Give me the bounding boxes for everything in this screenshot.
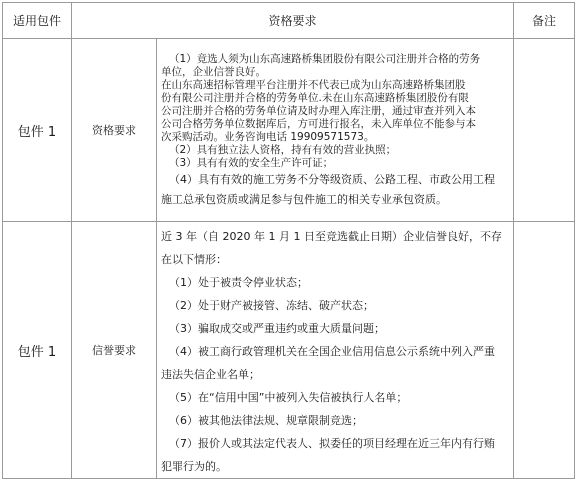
requirement-line: 施工总承包资质或满足参与包件施工的相关专业承包资质。 <box>161 192 447 206</box>
requirement-line: （6）被其他法律法规、规章限制竞选； <box>169 414 363 427</box>
requirement-line: （5）在“信用中国”中被列入失信被执行人名单； <box>169 391 408 404</box>
header-note: 备注 <box>514 3 575 39</box>
requirement-content-cell <box>157 39 514 222</box>
header-requirement: 资格要求 <box>72 3 514 39</box>
package-cell: 包件 1 <box>3 39 72 222</box>
table-row <box>3 39 575 222</box>
package-cell: 包件 1 <box>3 222 72 479</box>
header-package: 适用包件 <box>3 3 72 39</box>
note-cell <box>514 222 575 479</box>
category-cell: 资格要求 <box>72 39 157 222</box>
requirement-line: （2）处于财产被接管、冻结、破产状态； <box>169 299 374 312</box>
requirements-table <box>2 2 575 479</box>
requirement-content-cell <box>157 222 514 479</box>
requirement-line: 公司注册并合格的劳务单位请及时办理入库注册，通过审查并列入本 <box>161 104 476 117</box>
requirement-line: 近 3 年（自 2020 年 1 月 1 日至竞选截止日期）企业信誉良好，不存 <box>161 230 502 243</box>
requirement-line: 违法失信企业名单； <box>161 368 260 381</box>
requirement-line: 在山东高速招标管理平台注册并不代表已成为山东高速路桥集团股 <box>161 78 466 91</box>
requirement-line: 份有限公司注册并合格的劳务单位.未在山东高速路桥集团股份有限 <box>161 91 469 104</box>
header-row <box>3 3 575 39</box>
requirement-line: （3）具有有效的安全生产许可证； <box>169 156 334 169</box>
requirement-line: （3）骗取成交或严重违约或重大质量问题； <box>169 322 385 335</box>
note-cell <box>514 39 575 222</box>
category-cell: 信誉要求 <box>72 222 157 479</box>
requirement-line: （1）竟选人须为山东高速路桥集团股份有限公司注册并合格的劳务 <box>169 52 481 65</box>
requirement-line: 公司合格劳务单位数据库后，方可进行报名，未入库单位不能参与本 <box>161 117 476 130</box>
requirement-line: 单位，企业信誉良好。 <box>161 65 266 78</box>
requirement-line: 在以下情形： <box>161 253 227 266</box>
requirement-line: 犯罪行为的。 <box>161 460 227 473</box>
requirement-line: 次采购活动。业务咨询电话 19909571573。 <box>161 130 375 143</box>
requirement-line: （4）被工商行政管理机关在全国企业信用信息公示系统中列入严重 <box>169 345 495 358</box>
table-row <box>3 222 575 479</box>
requirement-line: （2）具有独立法人资格，持有有效的营业执照； <box>169 143 397 156</box>
requirement-line: （1）处于被责令停业状态； <box>169 276 308 289</box>
requirement-line: （4）具有有效的施工劳务不分等级资质、公路工程、市政公用工程 <box>169 172 495 186</box>
requirement-line: （7）报价人或其法定代表人、拟委任的项目经理在近三年内有行贿 <box>169 437 495 450</box>
